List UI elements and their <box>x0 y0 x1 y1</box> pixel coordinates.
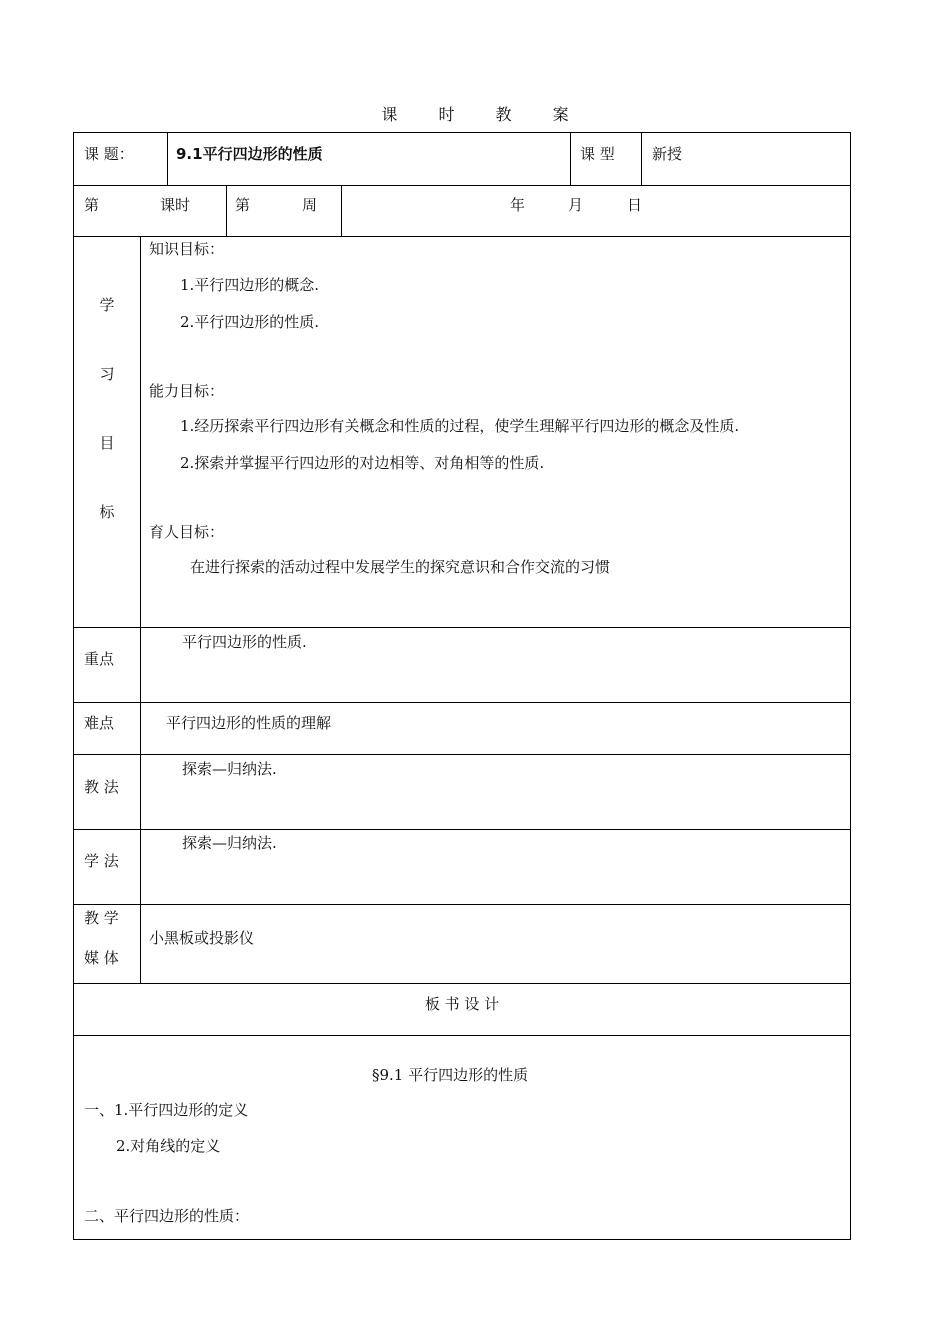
period-unit: 课时 <box>160 196 191 214</box>
teaching-method-label: 教 法 <box>84 778 119 796</box>
key-point-label: 重点 <box>84 650 115 668</box>
topic-value: 9.1平行四边形的性质 <box>176 145 323 163</box>
ability-item: 2.探索并掌握平行四边形的对边相等、对角相等的性质. <box>180 454 545 472</box>
difficulty-value: 平行四边形的性质的理解 <box>166 714 332 732</box>
day-label: 日 <box>627 196 643 214</box>
teaching-method-value: 探索—归纳法. <box>182 760 277 778</box>
row-divider <box>74 1035 850 1036</box>
board-line: 二、平行四边形的性质： <box>84 1207 250 1225</box>
learning-method-value: 探索—归纳法. <box>182 834 277 852</box>
row-divider <box>74 185 850 186</box>
side-char: 学 <box>99 296 115 314</box>
knowledge-item: 1.平行四边形的概念. <box>180 276 320 294</box>
board-heading: §9.1 平行四边形的性质 <box>372 1066 529 1084</box>
media-value: 小黑板或投影仪 <box>149 929 255 947</box>
column-divider <box>167 133 168 185</box>
ability-objectives-title: 能力目标： <box>149 382 225 400</box>
side-char: 习 <box>99 365 115 383</box>
column-divider <box>226 185 227 236</box>
row-divider <box>74 702 850 703</box>
topic-label: 课 题： <box>84 145 134 163</box>
column-divider <box>641 133 642 185</box>
lesson-plan-table <box>73 132 851 1240</box>
media-label: 媒 体 <box>84 949 119 967</box>
year-label: 年 <box>510 196 526 214</box>
column-divider <box>570 133 571 185</box>
row-divider <box>74 983 850 984</box>
board-line: 一、1.平行四边形的定义 <box>84 1101 249 1119</box>
month-label: 月 <box>568 196 584 214</box>
lesson-type-label: 课 型 <box>580 145 615 163</box>
row-divider <box>74 904 850 905</box>
learning-method-label: 学 法 <box>84 852 119 870</box>
education-objective-text: 在进行探索的活动过程中发展学生的探究意识和合作交流的习惯 <box>190 558 611 576</box>
knowledge-objectives-title: 知识目标： <box>149 240 225 258</box>
side-char: 标 <box>99 503 115 521</box>
education-objectives-title: 育人目标： <box>149 523 225 541</box>
row-divider <box>74 754 850 755</box>
lesson-type-value: 新授 <box>652 145 683 163</box>
board-design-title: 板 书 设 计 <box>424 995 500 1013</box>
key-point-value: 平行四边形的性质. <box>182 633 307 651</box>
side-char: 目 <box>99 434 115 452</box>
document-title: 课 时 教 案 <box>381 105 587 124</box>
column-divider <box>140 236 141 983</box>
column-divider <box>341 185 342 236</box>
row-divider <box>74 236 850 237</box>
row-divider <box>74 627 850 628</box>
row-divider <box>74 829 850 830</box>
media-label: 教 学 <box>84 909 119 927</box>
difficulty-label: 难点 <box>84 714 115 732</box>
week-unit: 周 <box>302 196 318 214</box>
period-label: 第 <box>84 196 100 214</box>
week-label: 第 <box>235 196 251 214</box>
ability-item: 1.经历探索平行四边形有关概念和性质的过程，使学生理解平行四边形的概念及性质. <box>180 417 740 435</box>
knowledge-item: 2.平行四边形的性质. <box>180 313 320 331</box>
board-line: 2.对角线的定义 <box>116 1137 221 1155</box>
